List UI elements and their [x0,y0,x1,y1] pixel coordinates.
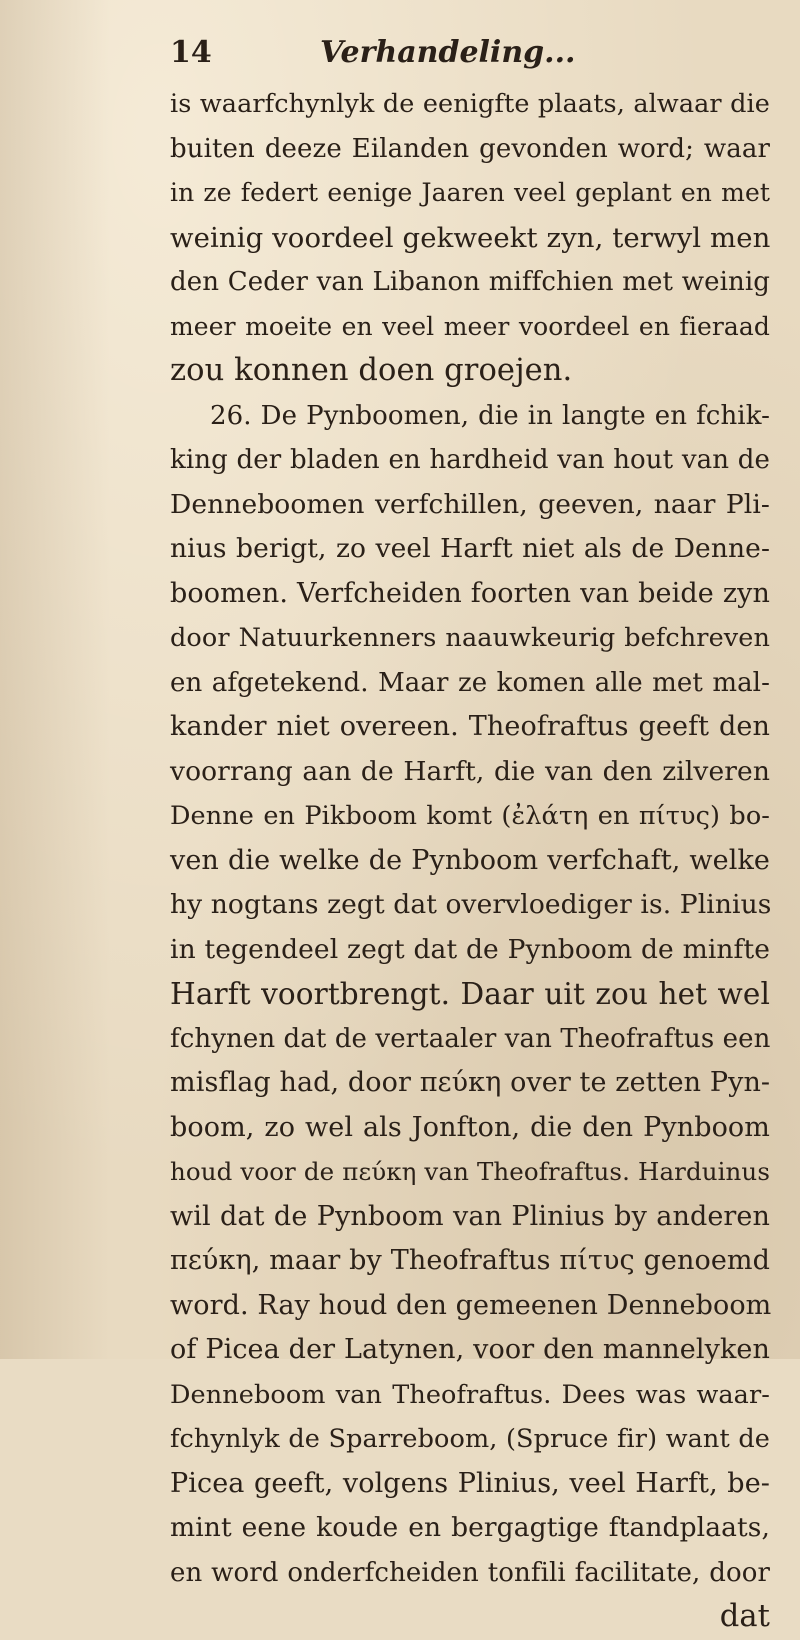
text-line: voorrang aan de Harft, die van den zilveren [170,755,770,787]
text-line: zou konnen doen groejen. [170,353,573,388]
text-line: hy nogtans zegt dat overvloediger is. Plinius [170,889,772,920]
text-line: weinig voordeel gekweekt zyn, terwyl men [170,221,771,254]
page-number: 14 [170,35,212,70]
text-line: word. Ray houd den gemeenen Denneboom [170,1289,772,1321]
text-line: wil dat de Pynboom van Plinius by anderen [170,1200,770,1232]
text-line: in ze federt eenige Jaaren veel geplant en met [170,178,770,207]
text-line: den Ceder van Libanon miffchien met weinig [170,267,770,297]
text-line: king der bladen en hardheid van hout van de [170,445,770,475]
text-line: kander niet overeen. Theofraftus geeft den [170,711,770,742]
text-line: fchynlyk de Sparreboom, (Spruce fir) want de [170,1424,770,1454]
text-line: houd voor de πεύκη van Theofraftus. Harduinus [170,1157,770,1186]
catchword: dat [719,1599,770,1634]
text-line: is waarfchynlyk de eenigfte plaats, alwaar die [170,89,770,119]
text-line: Denneboom van Theofraftus. Dees was waar- [170,1379,770,1410]
text-line: buiten deeze Eilanden gevonden word; waar [170,133,770,164]
text-line: Denne en Pikboom komt (ἐλάτη en πίτυς) bo- [170,801,770,831]
text-line: of Picea der Latynen, voor den mannelyken [170,1334,770,1365]
text-line: en afgetekend. Maar ze komen alle met mal- [170,667,770,698]
text-line: Picea geeft, volgens Plinius, veel Harft, be- [170,1467,770,1499]
paragraph-start-line: 26. De Pynboomen, die in langte en fchik- [210,400,770,431]
text-line: in tegendeel zegt dat de Pynboom de minfte [170,933,770,965]
text-line: Harft voortbrengt. Daar uit zou het wel [170,977,770,1011]
running-title: Verhandeling... [320,35,576,70]
text-line: mint eene koude en bergagtige ftandplaats, [170,1512,770,1543]
text-line: door Natuurkenners naauwkeurig befchreven [170,623,770,653]
page-gutter-shadow [0,0,110,1359]
text-line: misflag had, door πεύκη over te zetten Pyn- [170,1067,771,1098]
text-line: meer moeite en veel meer voordeel en fieraad [170,311,770,341]
text-line: fchynen dat de vertaaler van Theofraftus een [170,1023,771,1054]
text-line: πεύκη, maar by Theofraftus πίτυς genoemd [170,1245,770,1276]
page-header [170,32,650,74]
text-line: boom, zo wel als Jonfton, die den Pynboom [170,1111,770,1143]
text-line: nius berigt, zo veel Harft niet als de Denne- [170,533,770,564]
text-line: en word onderfcheiden tonfili facilitate, door [170,1557,770,1588]
text-line: ven die welke de Pynboom verfchaft, welke [170,844,770,876]
text-line: Denneboomen verfchillen, geeven, naar Pli- [170,488,770,520]
text-line: boomen. Verfcheiden foorten van beide zyn [170,577,770,609]
body-text [170,82,770,1640]
